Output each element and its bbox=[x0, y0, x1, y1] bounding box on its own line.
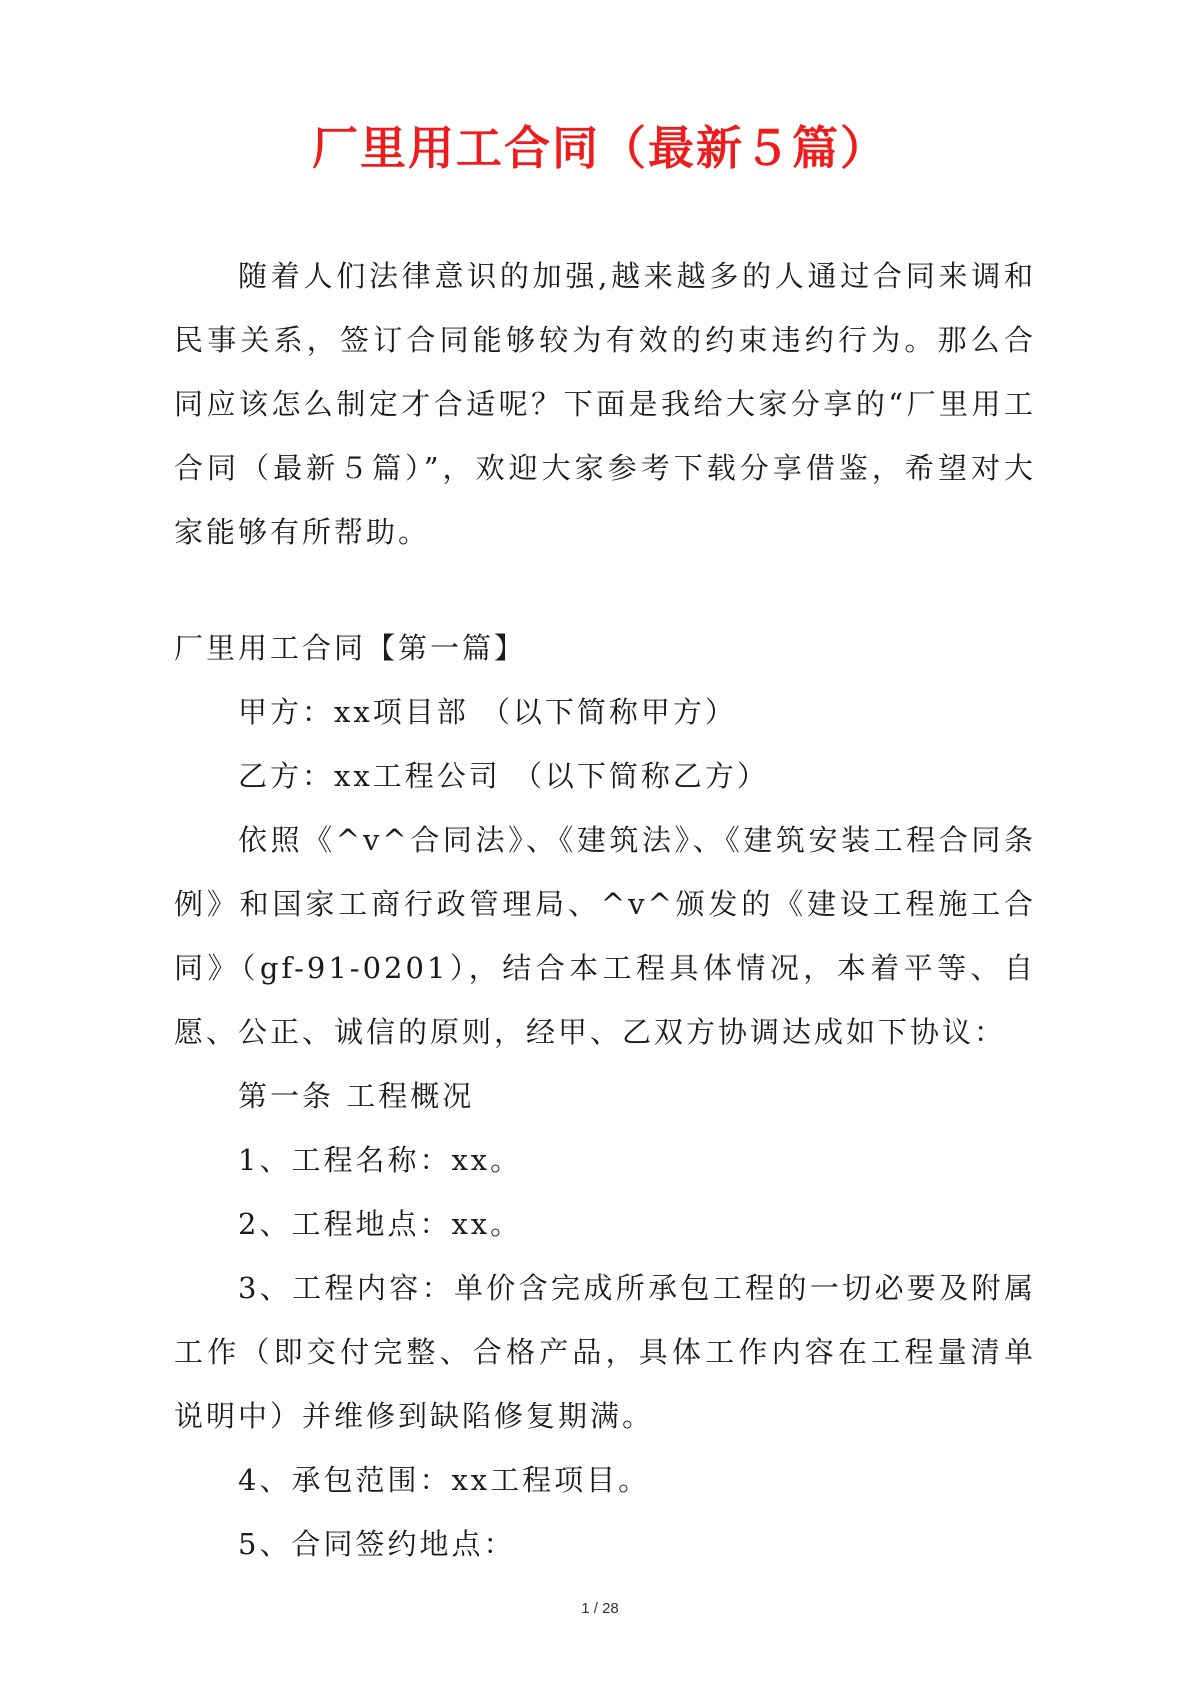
page-number: 1 / 28 bbox=[581, 1600, 619, 1617]
article-one-heading: 第一条 工程概况 bbox=[238, 1079, 475, 1113]
item-1: 1、工程名称：xx。 bbox=[238, 1143, 523, 1177]
party-b-line: 乙方：xx工程公司 （以下简称乙方） bbox=[238, 759, 769, 793]
item-2: 2、工程地点：xx。 bbox=[238, 1207, 523, 1241]
item-4: 4、承包范围：xx工程项目。 bbox=[238, 1463, 651, 1497]
section-heading: 厂里用工合同【第一篇】 bbox=[174, 631, 527, 665]
intro-paragraph: 随着人们法律意识的加强,越来越多的人通过合同来调和民事关系，签订合同能够较为有效的约束违约行为。那么合同应该怎么制定才合适呢？下面是我给大家分享的“厂里用工合同（最新５篇）”，欢迎大家参考下载分享借鉴，希望对大家能够有所帮助。 bbox=[174, 259, 1036, 549]
item-3: 3、工程内容：单价含完成所承包工程的一切必要及附属工作（即交付完整、合格产品，具体工作内容在工程量清单说明中）并维修到缺陷修复期满。 bbox=[174, 1271, 1036, 1433]
document-title: 厂里用工合同（最新５篇） bbox=[312, 121, 888, 175]
party-a-line: 甲方：xx项目部 （以下简称甲方） bbox=[238, 695, 737, 729]
document-body bbox=[174, 244, 1036, 1576]
basis-paragraph: 依照《^v^合同法》、《建筑法》、《建筑安装工程合同条例》和国家工商行政管理局、^v^颁发的《建设工程施工合同》（gf-91-0201），结合本工程具体情况，本着平等、自愿、公正、诚信的原则，经甲、乙双方协调达成如下协议： bbox=[174, 823, 1036, 1049]
item-5: 5、合同签约地点： bbox=[238, 1527, 516, 1561]
